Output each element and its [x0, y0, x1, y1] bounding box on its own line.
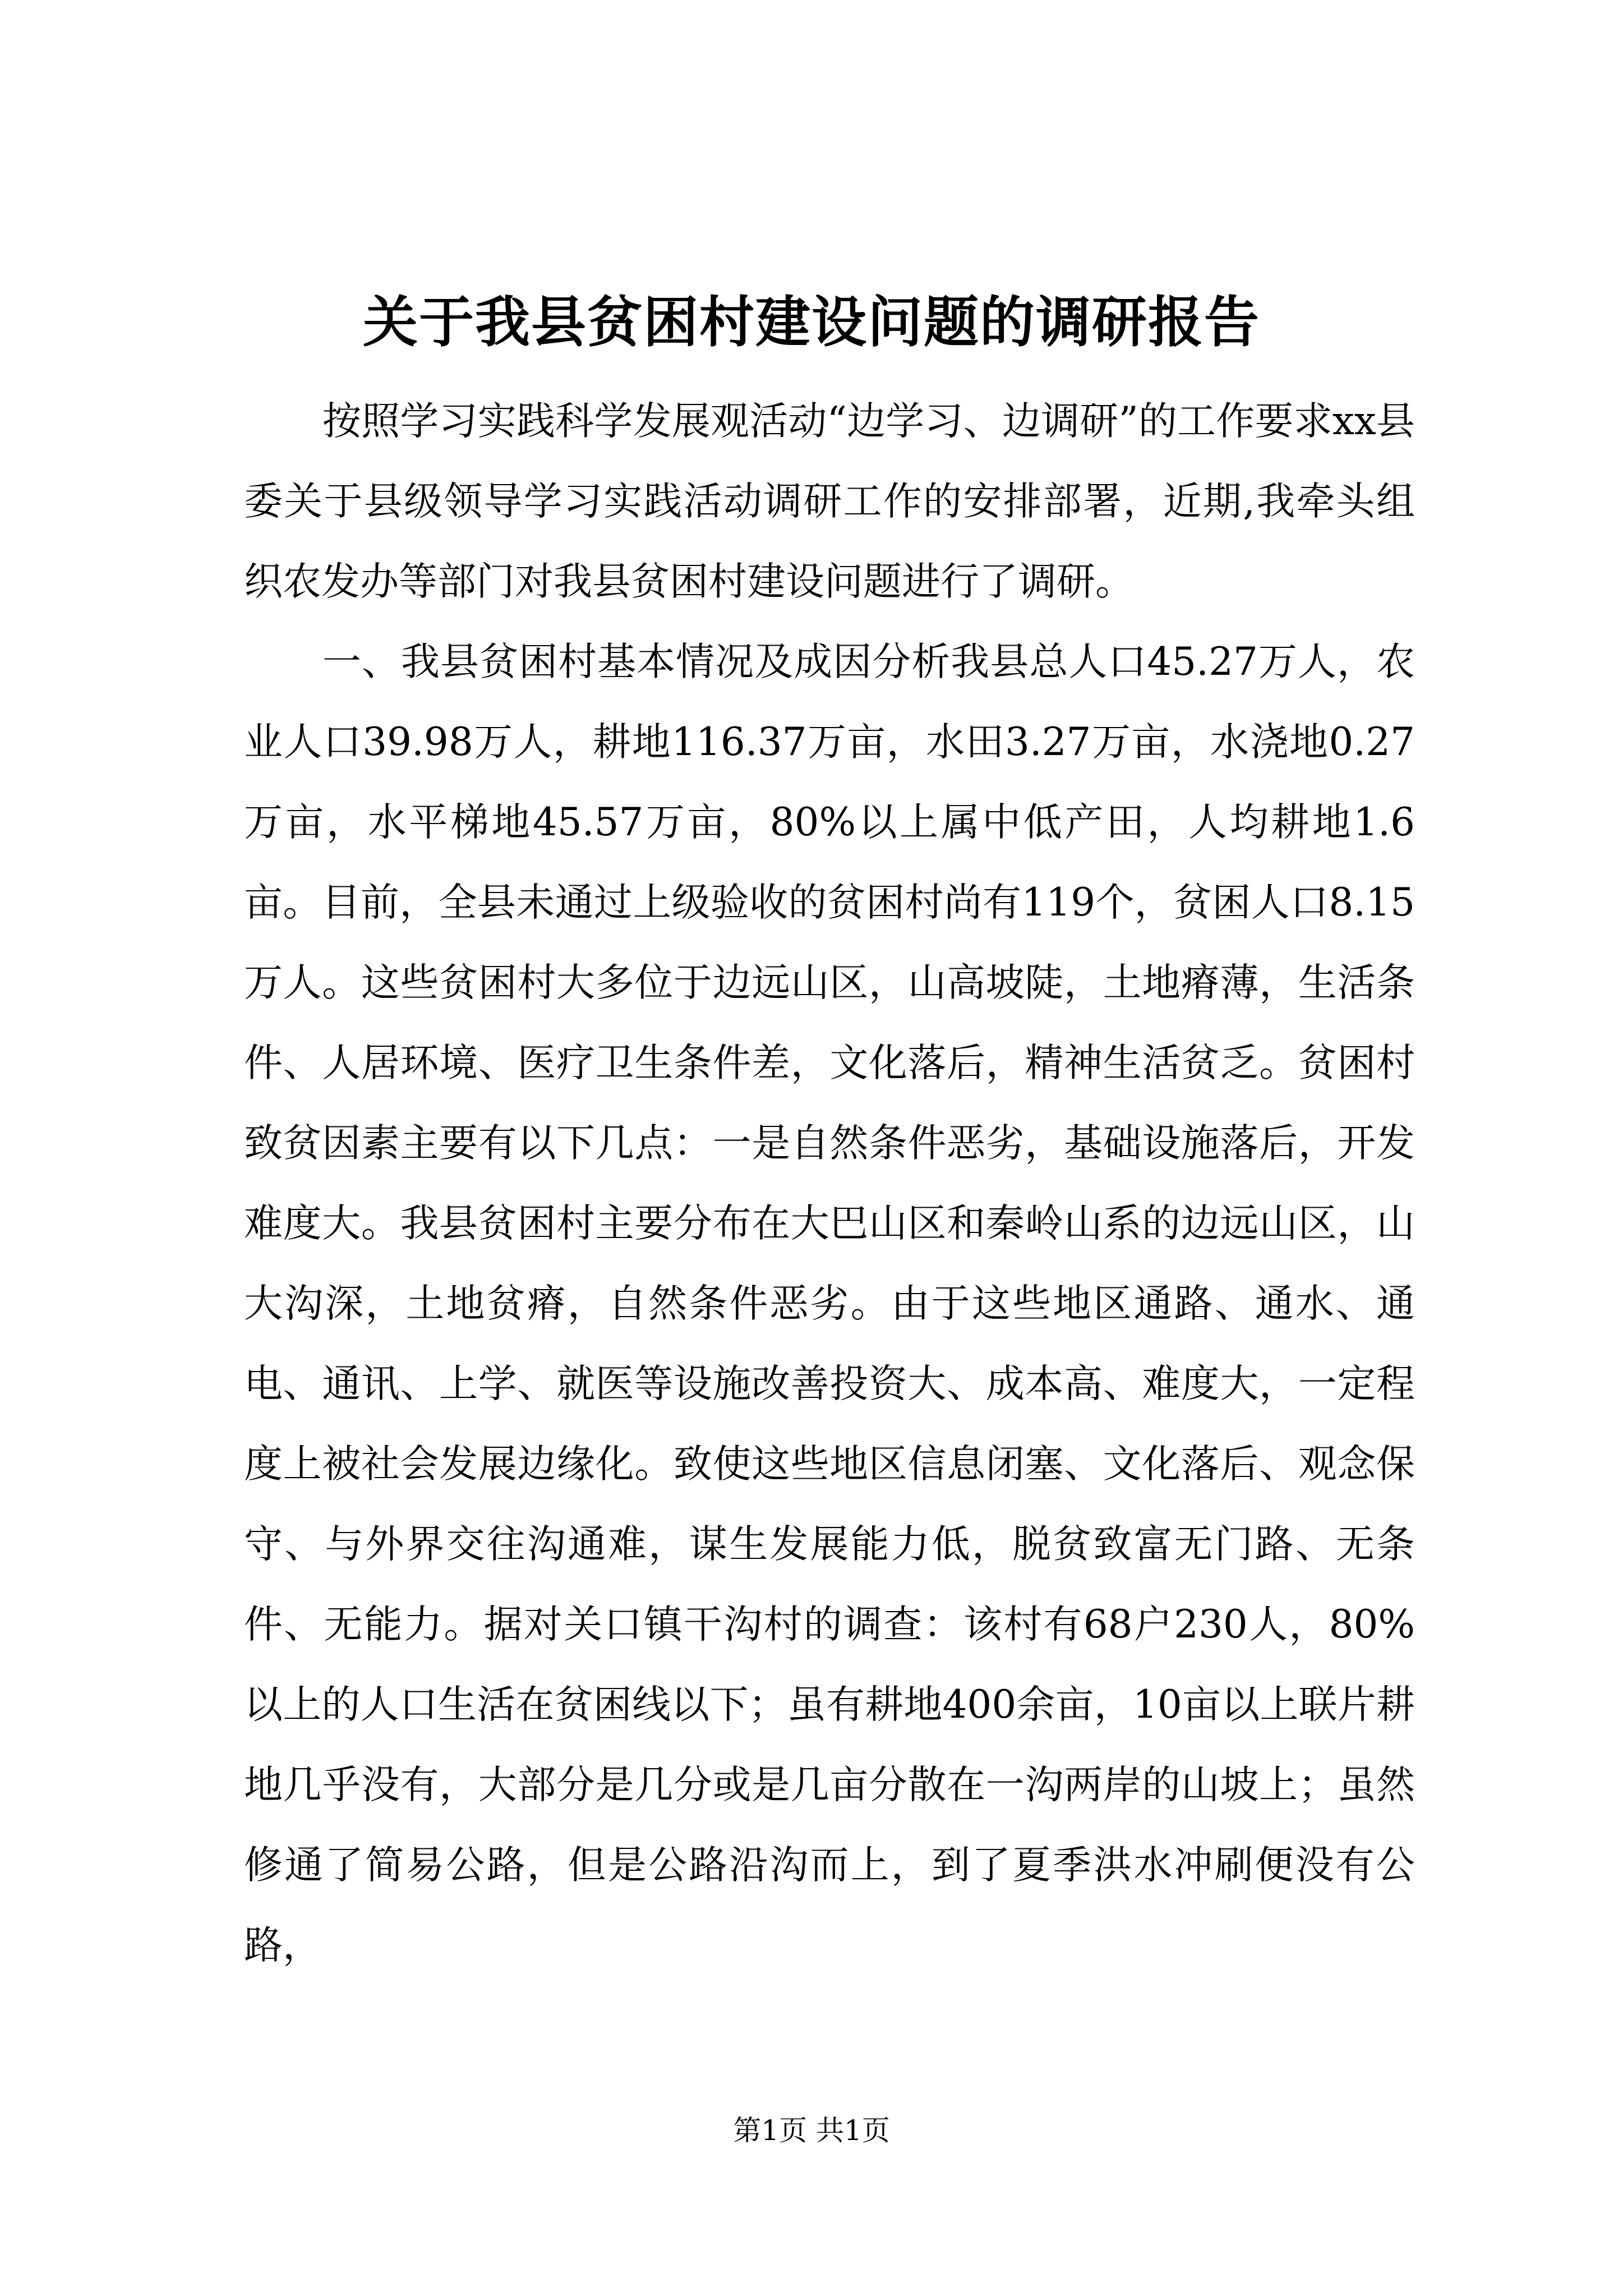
document-body	[244, 381, 1415, 1986]
document-title: 关于我县贫困村建设问题的调研报告	[362, 290, 1260, 355]
page-number-footer: 第1页 共1页	[733, 2114, 890, 2147]
paragraph-intro: 按照学习实践科学发展观活动“边学习、边调研”的工作要求xx县委关于县级领导学习实践活动调研工作的安排部署，近期,我牵头组织农发办等部门对我县贫困村建设问题进行了调研。	[244, 399, 1415, 604]
paragraph-section-one: 一、我县贫困村基本情况及成因分析我县总人口45.27万人，农业人口39.98万人，耕地116.37万亩，水田3.27万亩，水浇地0.27万亩，水平梯地45.57万亩，80%以上属中低产田，人均耕地1.6亩。目前，全县未通过上级验收的贫困村尚有119个，贫困人口8.15万人。这些贫困村大多位于边远山区，山高坡陡，土地瘠薄，生活条件、人居环境、医疗卫生条件差，文化落后，精神生活贫乏。贫困村致贫因素主要有以下几点：一是自然条件恶劣，基础设施落后，开发难度大。我县贫困村主要分布在大巴山区和秦岭山系的边远山区，山大沟深，土地贫瘠，自然条件恶劣。由于这些地区通路、通水、通电、通讯、上学、就医等设施改善投资大、成本高、难度大，一定程度上被社会发展边缘化。致使这些地区信息闭塞、文化落后、观念保守、与外界交往沟通难，谋生发展能力低，脱贫致富无门路、无条件、无能力。据对关口镇干沟村的调查：该村有68户230人，80%以上的人口生活在贫困线以下；虽有耕地400余亩，10亩以上联片耕地几乎没有，大部分是几分或是几亩分散在一沟两岸的山坡上；虽然修通了简易公路，但是公路沿沟而上，到了夏季洪水冲刷便没有公路，	[244, 639, 1415, 1968]
